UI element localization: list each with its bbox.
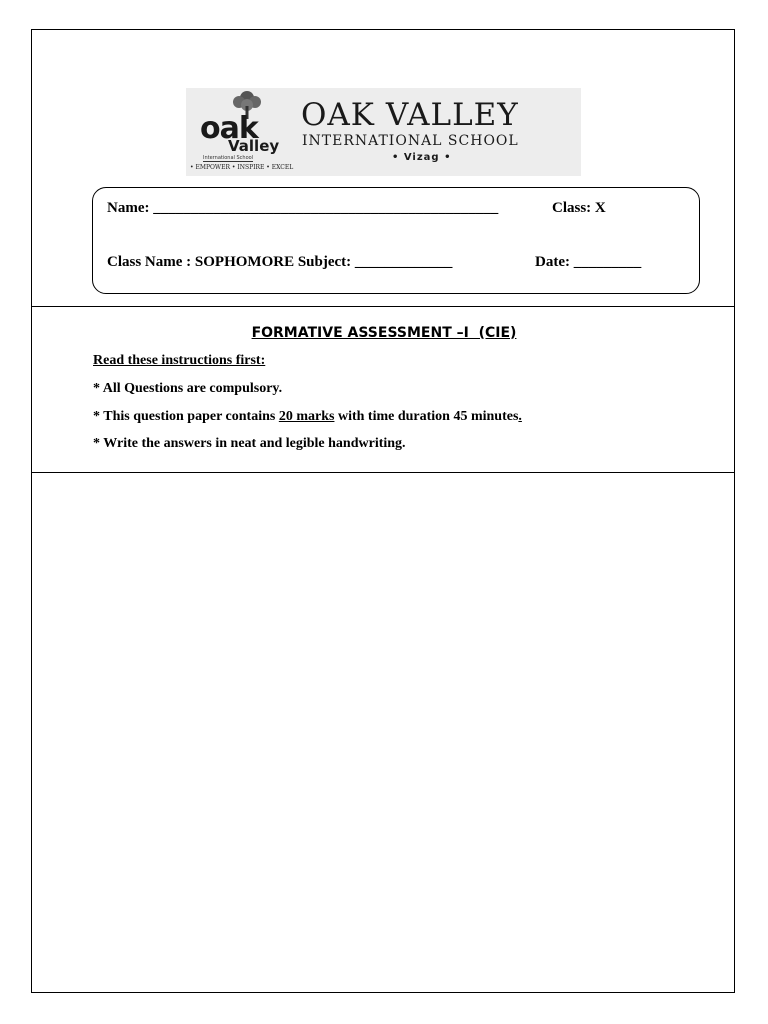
school-name: OAK VALLEY xyxy=(301,97,519,133)
logo-valley-text: Valley xyxy=(228,137,280,155)
school-city: • Vizag • xyxy=(392,152,452,163)
school-logo xyxy=(186,88,581,176)
instruction-item xyxy=(93,408,522,426)
instructions-divider xyxy=(31,472,735,473)
date-field[interactable]: Date: _________ xyxy=(535,254,642,270)
name-field[interactable]: Name: ______________________________________________ xyxy=(107,200,499,216)
marks-value: 20 marks xyxy=(278,409,335,424)
assessment-title: FORMATIVE ASSESSMENT –I (CIE) xyxy=(251,325,517,341)
instruction-text: with time duration 45 minutes xyxy=(334,409,519,424)
logo-international-text: International School xyxy=(203,155,254,161)
header-divider xyxy=(31,306,735,307)
school-type: INTERNATIONAL SCHOOL xyxy=(302,133,519,149)
instruction-item: * Write the answers in neat and legible handwriting. xyxy=(93,436,406,451)
instruction-item: * All Questions are compulsory. xyxy=(93,381,283,396)
logo-tagline: • EMPOWER • INSPIRE • EXCEL xyxy=(190,164,294,171)
instructions-heading: Read these instructions first: xyxy=(93,353,266,368)
instruction-text: * This question paper contains xyxy=(93,409,279,424)
class-label: Class: X xyxy=(552,200,606,216)
instruction-period: . xyxy=(518,409,522,424)
logo-oak-text: oak xyxy=(200,111,258,146)
class-name-subject-field[interactable]: Class Name : SOPHOMORE Subject: _____________ xyxy=(107,254,453,270)
